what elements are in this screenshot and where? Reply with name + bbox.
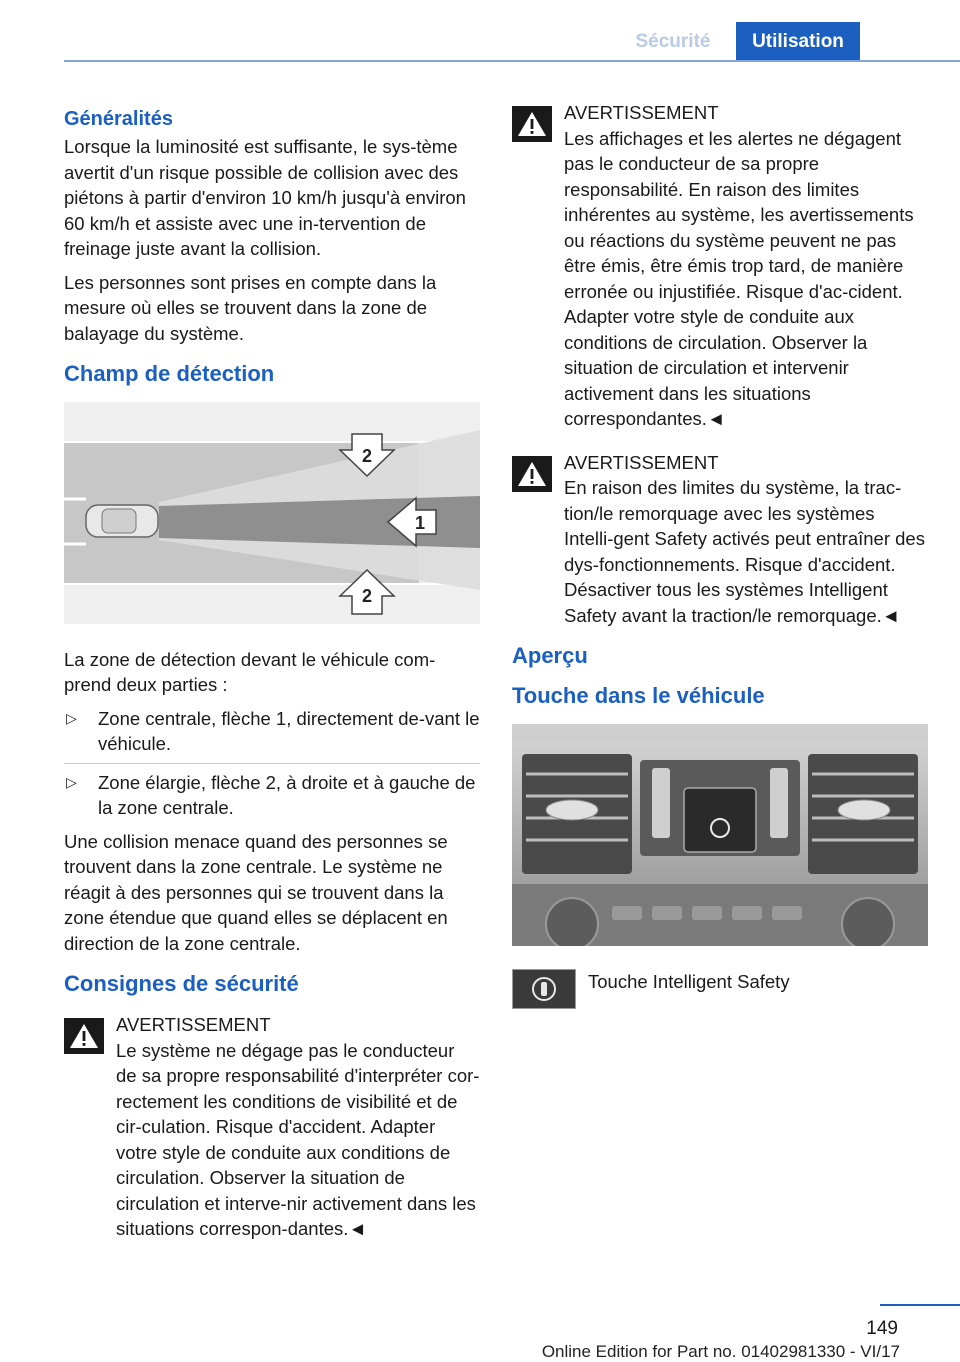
chapter-tab[interactable]: Utilisation	[736, 22, 860, 62]
vehicle-button-photo	[512, 724, 928, 953]
list-item	[64, 706, 480, 757]
bullet-triangle-icon: ▷	[66, 773, 77, 790]
generalites-paragraph-2: Les personnes sont prises en compte dans la mesure où elles se trouvent dans la zone de balayage du système.	[64, 271, 437, 344]
section-tab[interactable]: Sécurité	[635, 31, 711, 52]
generalites-paragraph-1: Lorsque la luminosité est suffisante, le sys‐tème avertit d'un risque possible de collision avec des piétons à partir d'environ 10 km/h jusqu'à environ 60 km/h et assiste avec une in‐tervention de freinage juste avant la collision.	[64, 136, 466, 259]
key-legend	[512, 969, 928, 1009]
page-header	[0, 0, 960, 64]
dashboard-photo	[512, 724, 928, 946]
warning-block	[64, 1012, 480, 1242]
key-label: Touche Intelligent Safety	[588, 970, 790, 992]
arrow-2-top-label: 2	[361, 446, 373, 466]
list-divider	[64, 763, 480, 764]
warning-triangle-icon	[512, 456, 552, 492]
touche-heading: Touche dans le véhicule	[512, 683, 765, 708]
apercu-heading: Aperçu	[512, 643, 588, 668]
left-column	[64, 100, 480, 1252]
arrow-2-bottom-label: 2	[361, 586, 373, 606]
bullet-triangle-icon: ▷	[66, 709, 77, 726]
champ-intro: La zone de détection devant le véhicule com‐prend deux parties :	[64, 648, 436, 695]
warning-title: AVERTISSEMENT	[564, 451, 719, 473]
champ-paragraph-3: Une collision menace quand des personnes se trouvent dans la zone centrale. Le système ne réagit à des personnes qui se trouvent dans la zone étendue que quand elles se déplacent en direction de la zone centrale.	[64, 830, 448, 954]
detection-field-figure	[64, 402, 480, 631]
footer-rule	[880, 1304, 960, 1306]
warning-title: AVERTISSEMENT	[564, 102, 719, 123]
list-item-text: Zone élargie, flèche 2, à droite et à gauche de la zone centrale.	[98, 771, 476, 818]
arrow-1-center-label: 1	[414, 513, 426, 533]
consignes-heading: Consignes de sécurité	[64, 971, 299, 996]
footer-edition: Online Edition for Part no. 01402981330 - VI/17	[541, 1342, 900, 1361]
detection-field-diagram	[64, 402, 480, 624]
right-column	[512, 100, 928, 1009]
generalites-heading: Généralités	[64, 108, 173, 130]
car-icon	[86, 505, 158, 537]
warning-block	[512, 450, 928, 629]
champ-heading: Champ de détection	[64, 361, 275, 386]
warning-triangle-icon	[512, 106, 552, 142]
warning-text: Les affichages et les alertes ne dégagent pas le conducteur de sa propre responsabilité. En raison des limites inhérentes au système, les avertissements ou réactions du système peuvent ne pas être émis, être émis trop tard, de manière erronée ou injustifiée. Risque d'ac‐cident. Adapter votre style de conduite aux conditions de circulation. Observer la situation de circulation et intervenir activement dans les situations correspondantes.◄	[564, 127, 914, 429]
list-item	[64, 770, 480, 821]
warning-text: En raison des limites du système, la trac‐tion/le remorquage avec les systèmes Intelli‐gent Safety activés peut entraîner des dys‐fonctionnements. Risque d'accident. Désactiver tous les systèmes Intelligent Safety avant la traction/le remorquage.◄	[564, 477, 925, 626]
warning-title: AVERTISSEMENT	[116, 1014, 271, 1035]
warning-block	[512, 100, 928, 432]
warning-triangle-icon	[64, 1018, 104, 1054]
page-number: 149	[866, 1318, 898, 1339]
header-rule	[64, 60, 960, 62]
detection-zone-list	[64, 706, 480, 821]
list-item-text: Zone centrale, flèche 1, directement de‐vant le véhicule.	[98, 707, 480, 754]
intelligent-safety-button-icon	[512, 969, 576, 1009]
warning-text: Le système ne dégage pas le conducteur de sa propre responsabilité d'interpréter cor‐rectement les conditions de visibilité et de cir‐culation. Risque d'accident. Adapter votre style de conduite aux conditions de circulation. Observer la situation de circulation et interve‐nir activement dans les situations correspon‐dantes.◄	[116, 1039, 480, 1239]
